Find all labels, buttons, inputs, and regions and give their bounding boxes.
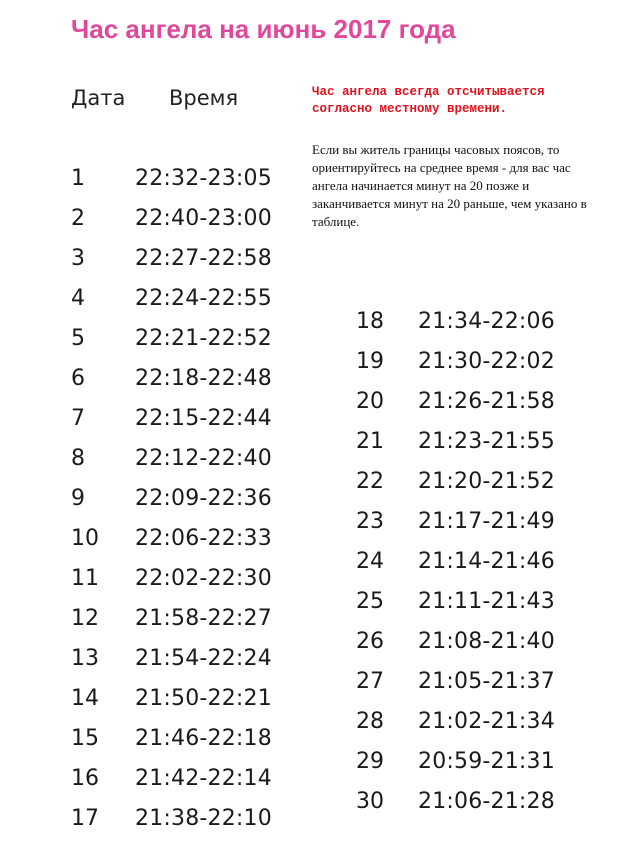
row-time-range: 21:14-21:46 [418, 549, 555, 574]
row-date: 21 [356, 429, 384, 454]
row-time-range: 22:21-22:52 [135, 326, 272, 351]
row-time-range: 21:02-21:34 [418, 709, 555, 734]
row-date: 14 [71, 686, 99, 711]
row-date: 18 [356, 309, 384, 334]
row-date: 4 [71, 286, 85, 311]
row-date: 9 [71, 486, 85, 511]
row-time-range: 21:30-22:02 [418, 349, 555, 374]
row-time-range: 21:38-22:10 [135, 806, 272, 831]
row-time-range: 21:11-21:43 [418, 589, 555, 614]
row-date: 22 [356, 469, 384, 494]
row-date: 2 [71, 206, 85, 231]
row-time-range: 22:12-22:40 [135, 446, 272, 471]
row-time-range: 20:59-21:31 [418, 749, 555, 774]
row-date: 7 [71, 406, 85, 431]
row-time-range: 21:20-21:52 [418, 469, 555, 494]
row-date: 24 [356, 549, 384, 574]
row-date: 19 [356, 349, 384, 374]
row-date: 8 [71, 446, 85, 471]
row-time-range: 22:40-23:00 [135, 206, 272, 231]
row-time-range: 21:06-21:28 [418, 789, 555, 814]
timezone-note: Если вы житель границы часовых поясов, то ориентируйтесь на среднее время - для вас час ангела начинается минут на 20 позже и заканчивается минут на 20 раньше, чем указано в таблице. [312, 142, 587, 229]
row-date: 10 [71, 526, 99, 551]
row-time-range: 21:17-21:49 [418, 509, 555, 534]
column-header-date: Дата [71, 86, 126, 110]
row-time-range: 22:24-22:55 [135, 286, 272, 311]
row-time-range: 22:09-22:36 [135, 486, 272, 511]
row-time-range: 22:27-22:58 [135, 246, 272, 271]
row-date: 29 [356, 749, 384, 774]
row-time-range: 21:58-22:27 [135, 606, 272, 631]
row-date: 28 [356, 709, 384, 734]
row-time-range: 22:32-23:05 [135, 166, 272, 191]
row-date: 27 [356, 669, 384, 694]
row-date: 15 [71, 726, 99, 751]
row-time-range: 21:46-22:18 [135, 726, 272, 751]
page-title: Час ангела на июнь 2017 года [71, 14, 456, 44]
row-date: 6 [71, 366, 85, 391]
row-time-range: 21:08-21:40 [418, 629, 555, 654]
row-time-range: 21:42-22:14 [135, 766, 272, 791]
row-date: 13 [71, 646, 99, 671]
row-time-range: 21:50-22:21 [135, 686, 272, 711]
row-date: 26 [356, 629, 384, 654]
row-time-range: 22:06-22:33 [135, 526, 272, 551]
row-date: 16 [71, 766, 99, 791]
row-time-range: 21:23-21:55 [418, 429, 555, 454]
column-header-time: Время [169, 86, 239, 110]
row-time-range: 21:05-21:37 [418, 669, 555, 694]
row-time-range: 22:18-22:48 [135, 366, 272, 391]
row-time-range: 22:15-22:44 [135, 406, 272, 431]
row-date: 11 [71, 566, 99, 591]
row-date: 25 [356, 589, 384, 614]
row-date: 5 [71, 326, 85, 351]
row-time-range: 21:26-21:58 [418, 389, 555, 414]
row-date: 1 [71, 166, 85, 191]
row-date: 17 [71, 806, 99, 831]
row-date: 23 [356, 509, 384, 534]
row-date: 30 [356, 789, 384, 814]
local-time-note: Час ангела всегда отсчитывается согласно местному времени. [312, 85, 545, 116]
row-date: 3 [71, 246, 85, 271]
row-time-range: 22:02-22:30 [135, 566, 272, 591]
row-date: 20 [356, 389, 384, 414]
row-time-range: 21:34-22:06 [418, 309, 555, 334]
row-time-range: 21:54-22:24 [135, 646, 272, 671]
row-date: 12 [71, 606, 99, 631]
